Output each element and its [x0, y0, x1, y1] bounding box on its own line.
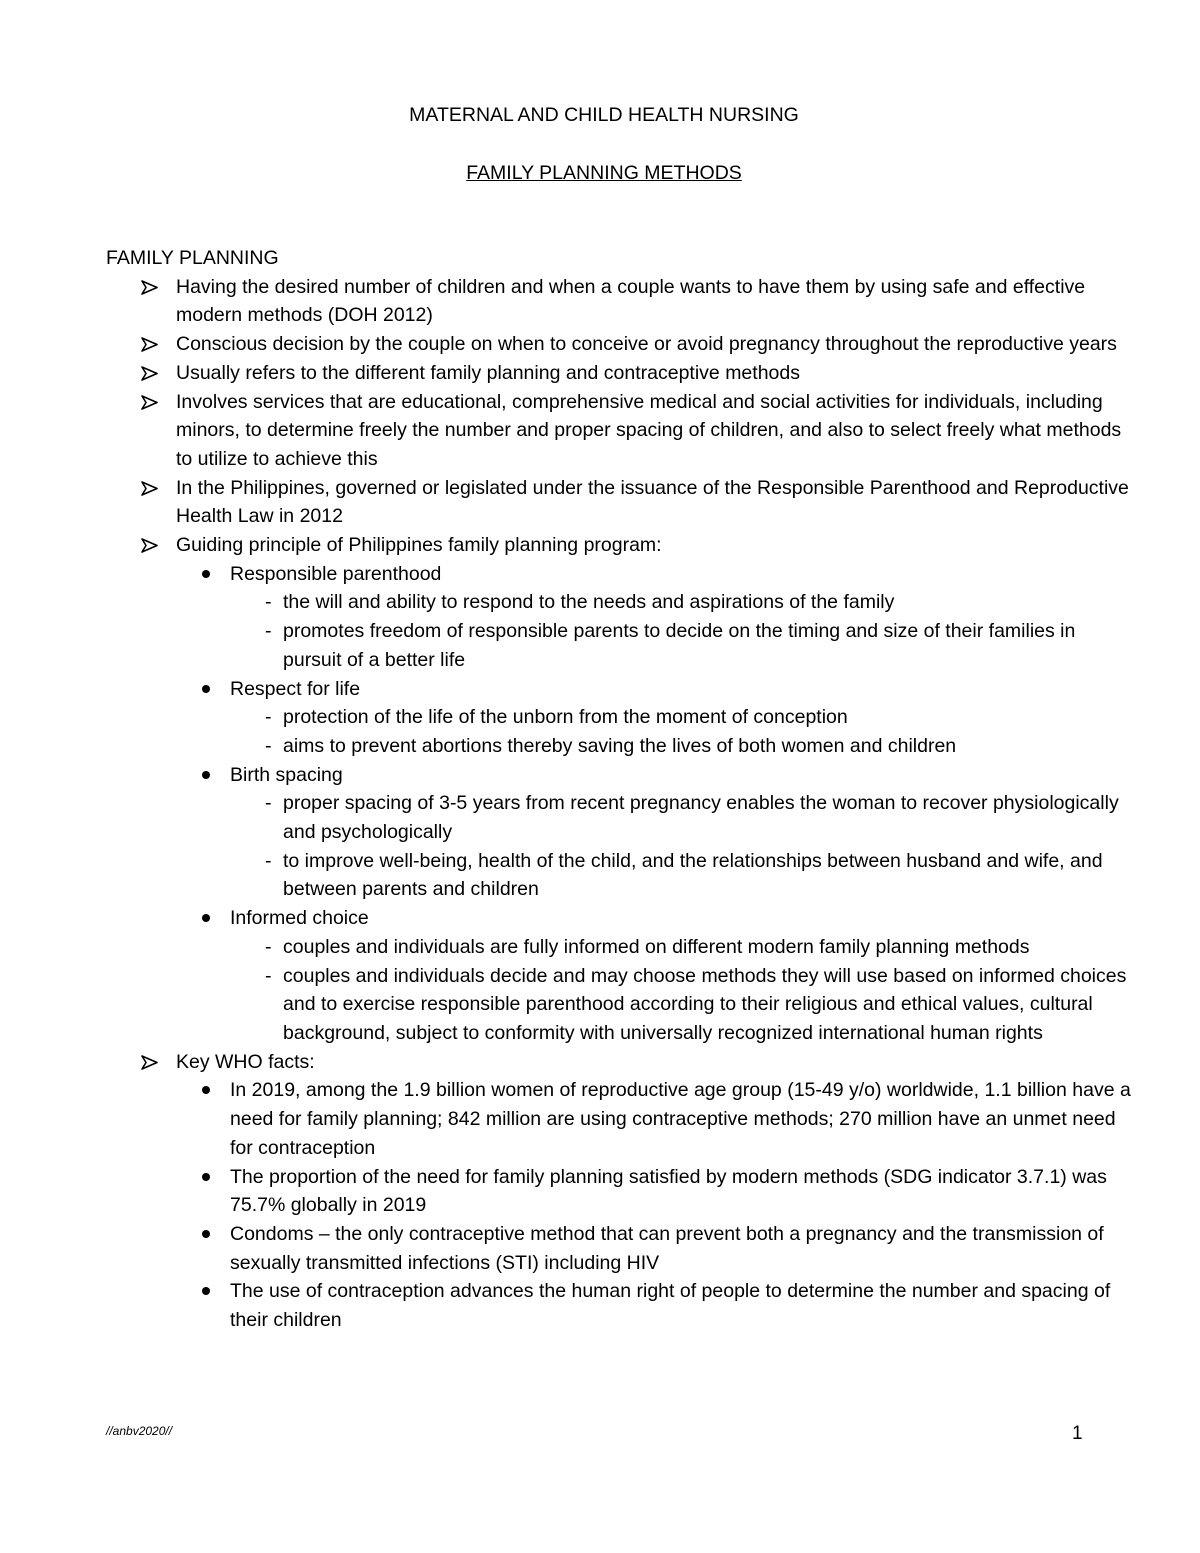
point-text: proper spacing of 3-5 years from recent pregnancy enables the woman to recover physiologically and psychologically [283, 792, 1119, 844]
list-item [230, 789, 1136, 846]
principle-label: Birth spacing [230, 763, 343, 786]
list-item [106, 531, 1136, 560]
arrow-bullet-icon [141, 481, 158, 496]
list-item [230, 847, 1136, 904]
principle-item [106, 560, 1136, 675]
dash-bullet-icon: - [265, 935, 272, 958]
document-subtitle: FAMILY PLANNING METHODS [466, 162, 742, 184]
point-text: the will and ability to respond to the needs and aspirations of the family [283, 591, 895, 614]
fact-text: In 2019, among the 1.9 billion women of reproductive age group (15-49 y/o) worldwide, 1.1 billion have a need for family planning; 842 million are using contraceptive methods; 270 million have an unmet need for contraception [230, 1079, 1131, 1159]
arrow-bullet-icon [141, 1055, 158, 1070]
document-body [106, 244, 1136, 1335]
footer-author: //anbv2020// [106, 1424, 173, 1438]
principle-label: Respect for life [230, 677, 361, 700]
list-item [106, 273, 1136, 330]
who-bullet-list [106, 1048, 1136, 1077]
page-number: 1 [1072, 1423, 1083, 1444]
dot-bullet-icon [202, 771, 210, 779]
dot-bullet-icon [202, 1287, 210, 1295]
fact-item [106, 1163, 1136, 1220]
list-item [106, 388, 1136, 474]
arrow-bullet-icon [141, 395, 158, 410]
fact-item [106, 1277, 1136, 1334]
bullet-text: Key WHO facts: [176, 1050, 315, 1073]
list-item [230, 617, 1136, 674]
list-item [106, 474, 1136, 531]
arrow-bullet-icon [141, 366, 158, 381]
point-text: couples and individuals decide and may choose methods they will use based on informed choices and to exercise responsible parenthood according to their religious and ethical values, cultural background, subject to conformity with universally recognized international human rights [283, 964, 1127, 1044]
dot-bullet-icon [202, 914, 210, 922]
fact-text: The use of contraception advances the human right of people to determine the number and spacing of their children [230, 1280, 1111, 1332]
point-text: protection of the life of the unborn from the moment of conception [283, 706, 848, 729]
bullet-text: Conscious decision by the couple on when to conceive or avoid pregnancy throughout the reproductive years [176, 333, 1117, 356]
document-title: MATERNAL AND CHILD HEALTH NURSING [409, 104, 799, 126]
who-facts-list [106, 1076, 1136, 1334]
dash-bullet-icon: - [265, 964, 272, 987]
arrow-bullet-icon [141, 280, 158, 295]
principle-item [106, 675, 1136, 761]
bullet-text: Guiding principle of Philippines family planning program: [176, 534, 662, 557]
dash-bullet-icon: - [265, 792, 272, 815]
dash-bullet-icon: - [265, 706, 272, 729]
bullet-text: Usually refers to the different family planning and contraceptive methods [176, 361, 800, 384]
dot-bullet-icon [202, 685, 210, 693]
principle-points [230, 703, 1136, 760]
point-text: to improve well-being, health of the child, and the relationships between husband and wife, and between parents and children [283, 849, 1103, 901]
fact-item [106, 1076, 1136, 1162]
fact-item [106, 1220, 1136, 1277]
dash-bullet-icon: - [265, 591, 272, 614]
point-text: promotes freedom of responsible parents to decide on the timing and size of their families in pursuit of a better life [283, 620, 1076, 671]
bullet-text: Involves services that are educational, comprehensive medical and social activities for individuals, including minors, to determine freely the number and proper spacing of children, and also to select freely what methods to utilize to achieve this [176, 390, 1122, 470]
principle-item [106, 761, 1136, 905]
fact-text: The proportion of the need for family planning satisfied by modern methods (SDG indicator 3.7.1) was 75.7% globally in 2019 [230, 1165, 1107, 1217]
main-bullet-list [106, 273, 1136, 560]
list-item [230, 962, 1136, 1048]
list-item [230, 732, 1136, 761]
dot-bullet-icon [202, 570, 210, 578]
point-text: aims to prevent abortions thereby saving the lives of both women and children [283, 734, 957, 757]
dot-bullet-icon [202, 1230, 210, 1238]
principle-points [230, 588, 1136, 674]
list-item [106, 359, 1136, 388]
dash-bullet-icon: - [265, 734, 272, 757]
dash-bullet-icon: - [265, 849, 272, 872]
list-item [230, 933, 1136, 962]
list-item [106, 330, 1136, 359]
section-heading: FAMILY PLANNING [106, 247, 279, 269]
principle-label: Responsible parenthood [230, 562, 442, 585]
arrow-bullet-icon [141, 337, 158, 352]
principle-item [106, 904, 1136, 1048]
point-text: couples and individuals are fully informed on different modern family planning methods [283, 935, 1030, 958]
list-item [230, 703, 1136, 732]
dot-bullet-icon [202, 1086, 210, 1094]
bullet-text: In the Philippines, governed or legislated under the issuance of the Responsible Parenthood and Reproductive Health Law in 2012 [176, 476, 1129, 528]
bullet-text: Having the desired number of children and when a couple wants to have them by using safe and effective modern methods (DOH 2012) [176, 275, 1086, 327]
dash-bullet-icon: - [265, 620, 272, 643]
list-item [106, 1048, 1136, 1077]
dot-bullet-icon [202, 1173, 210, 1181]
list-item [230, 588, 1136, 617]
principle-points [230, 933, 1136, 1048]
principle-label: Informed choice [230, 907, 369, 930]
fact-text: Condoms – the only contraceptive method that can prevent both a pregnancy and the transmission of sexually transmitted infections (STI) including HIV [230, 1222, 1104, 1274]
principle-points [230, 789, 1136, 904]
arrow-bullet-icon [141, 538, 158, 553]
principles-list [106, 560, 1136, 1048]
